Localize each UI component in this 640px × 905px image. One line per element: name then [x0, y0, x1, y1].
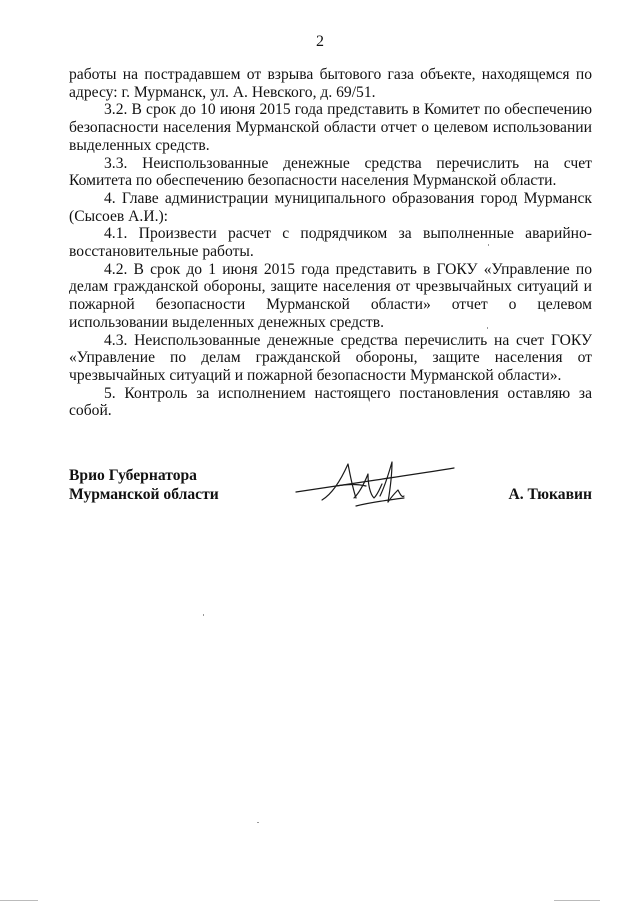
scan-speck [203, 614, 204, 616]
scan-edge-line-right [554, 900, 600, 901]
paragraph-address: работы на пострадавшем от взрыва бытового газа объекте, находящемся по адресу: г. Мурманск, ул. А. Невского, д. 69/51. [69, 66, 592, 101]
paragraph-3-3: 3.3. Неиспользованные денежные средства перечислить на счет Комитета по обеспечению безопасности населения Мурманской области. [69, 154, 592, 190]
scan-speck [488, 244, 489, 246]
paragraph-5: 5. Контроль за исполнением настоящего постановления оставляю за собой. [69, 384, 592, 420]
signatory-title [69, 466, 219, 504]
signatory-name: А. Тюкавин [508, 486, 592, 503]
signatory-title-line2: Мурманской области [69, 486, 219, 503]
paragraph-4-1: 4.1. Произвести расчет с подрядчиком за выполненные аварийно-восстановительные работы. [69, 225, 592, 261]
document-body [69, 66, 592, 420]
handwritten-signature [292, 454, 462, 518]
paragraph-3-2: 3.2. В срок до 10 июня 2015 года представить в Комитет по обеспечению безопасности населения Мурманской области отчет о целевом использовании выделенных средств. [69, 101, 592, 154]
signatory-title-line1: Врио Губернатора [69, 467, 197, 484]
scan-speck [257, 822, 259, 823]
scan-edge-line-left [0, 900, 38, 901]
page-number: 2 [316, 33, 324, 50]
paragraph-4-2: 4.2. В срок до 1 июня 2015 года представить в ГОКУ «Управление по делам гражданской обороны, защите населения от чрезвычайных ситуаций и пожарной безопасности Мурманской области» отчет о целевом использовании выделенных денежных средств. [69, 260, 592, 331]
paragraph-4: 4. Главе администрации муниципального образования город Мурманск (Сысоев А.И.): [69, 189, 592, 225]
scan-speck [487, 327, 488, 329]
paragraph-4-3: 4.3. Неиспользованные денежные средства перечислить на счет ГОКУ «Управление по делам гражданской обороны, защите населения от чрезвычайных ситуаций и пожарной безопасности Мурманской области». [69, 331, 592, 384]
